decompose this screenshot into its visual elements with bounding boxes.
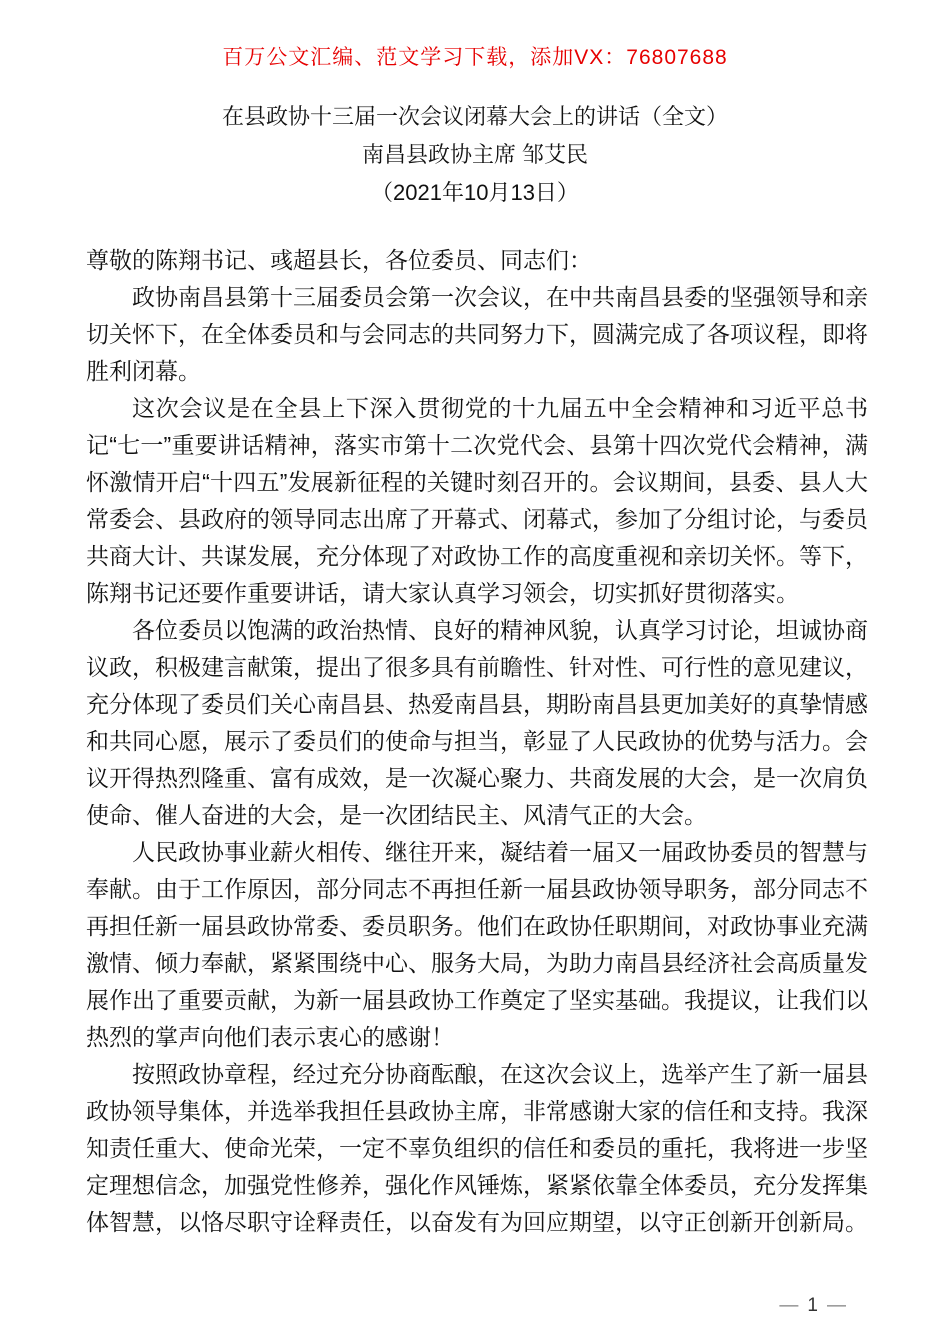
paragraph-2: 这次会议是在全县上下深入贯彻党的十九届五中全会精神和习近平总书记“七一”重要讲话精神，落实市第十二次党代会、县第十四次党代会精神，满怀激情开启“十四五”发展新征程的关键时刻召开的。会议期间，县委、县人大常委会、县政府的领导同志出席了开幕式、闭幕式，参加了分组讨论，与委员共商大计、共谋发展，充分体现了对政协工作的高度重视和亲切关怀。等下，陈翔书记还要作重要讲话，请大家认真学习领会，切实抓好贯彻落实。 [86,395,868,606]
paragraph-4: 人民政协事业薪火相传、继往开来，凝结着一届又一届政协委员的智慧与奉献。由于工作原因，部分同志不再担任新一届县政协领导职务，部分同志不再担任新一届县政协常委、委员职务。他们在政协任职期间，对政协事业充满激情、倾力奉献，紧紧围绕中心、服务大局，为助力南昌县经济社会高质量发展作出了重要贡献，为新一届县政协工作奠定了坚实基础。我提议，让我们以热烈的掌声向他们表示衷心的感谢！ [86,839,868,1050]
document-speaker: 南昌县政协主席 邹艾民 [361,142,589,167]
salutation: 尊敬的陈翔书记、彧超县长，各位委员、同志们： [86,247,592,273]
page-number-dash-left: — [779,1295,799,1316]
page-number-value: 1 [807,1295,818,1316]
page-number-dash-right: — [827,1295,846,1316]
page-number [779,1294,846,1318]
promo-banner: 百万公文汇编、范文学习下载，添加VX：76807688 [222,46,728,69]
document-title: 在县政协十三届一次会议闭幕大会上的讲话（全文） [221,104,728,129]
document-date: （2021年10月13日） [371,180,579,205]
document-body [86,242,868,1241]
title-block [0,98,950,212]
paragraph-5: 按照政协章程，经过充分协商酝酿，在这次会议上，选举产生了新一届县政协领导集体，并选举我担任县政协主席，非常感谢大家的信任和支持。我深知责任重大、使命光荣，一定不辜负组织的信任和委员的重托，我将进一步坚定理想信念，加强党性修养，强化作风锤炼，紧紧依靠全体委员，充分发挥集体智慧，以恪尽职守诠释责任，以奋发有为回应期望，以守正创新开创新局。 [86,1061,868,1235]
paragraph-3: 各位委员以饱满的政治热情、良好的精神风貌，认真学习讨论，坦诚协商议政，积极建言献策，提出了很多具有前瞻性、针对性、可行性的意见建议，充分体现了委员们关心南昌县、热爱南昌县，期盼南昌县更加美好的真挚情感和共同心愿，展示了委员们的使命与担当，彰显了人民政协的优势与活力。会议开得热烈隆重、富有成效，是一次凝心聚力、共商发展的大会，是一次肩负使命、催人奋进的大会，是一次团结民主、风清气正的大会。 [86,617,868,828]
paragraph-1: 政协南昌县第十三届委员会第一次会议，在中共南昌县委的坚强领导和亲切关怀下，在全体委员和与会同志的共同努力下，圆满完成了各项议程，即将胜利闭幕。 [86,284,868,384]
